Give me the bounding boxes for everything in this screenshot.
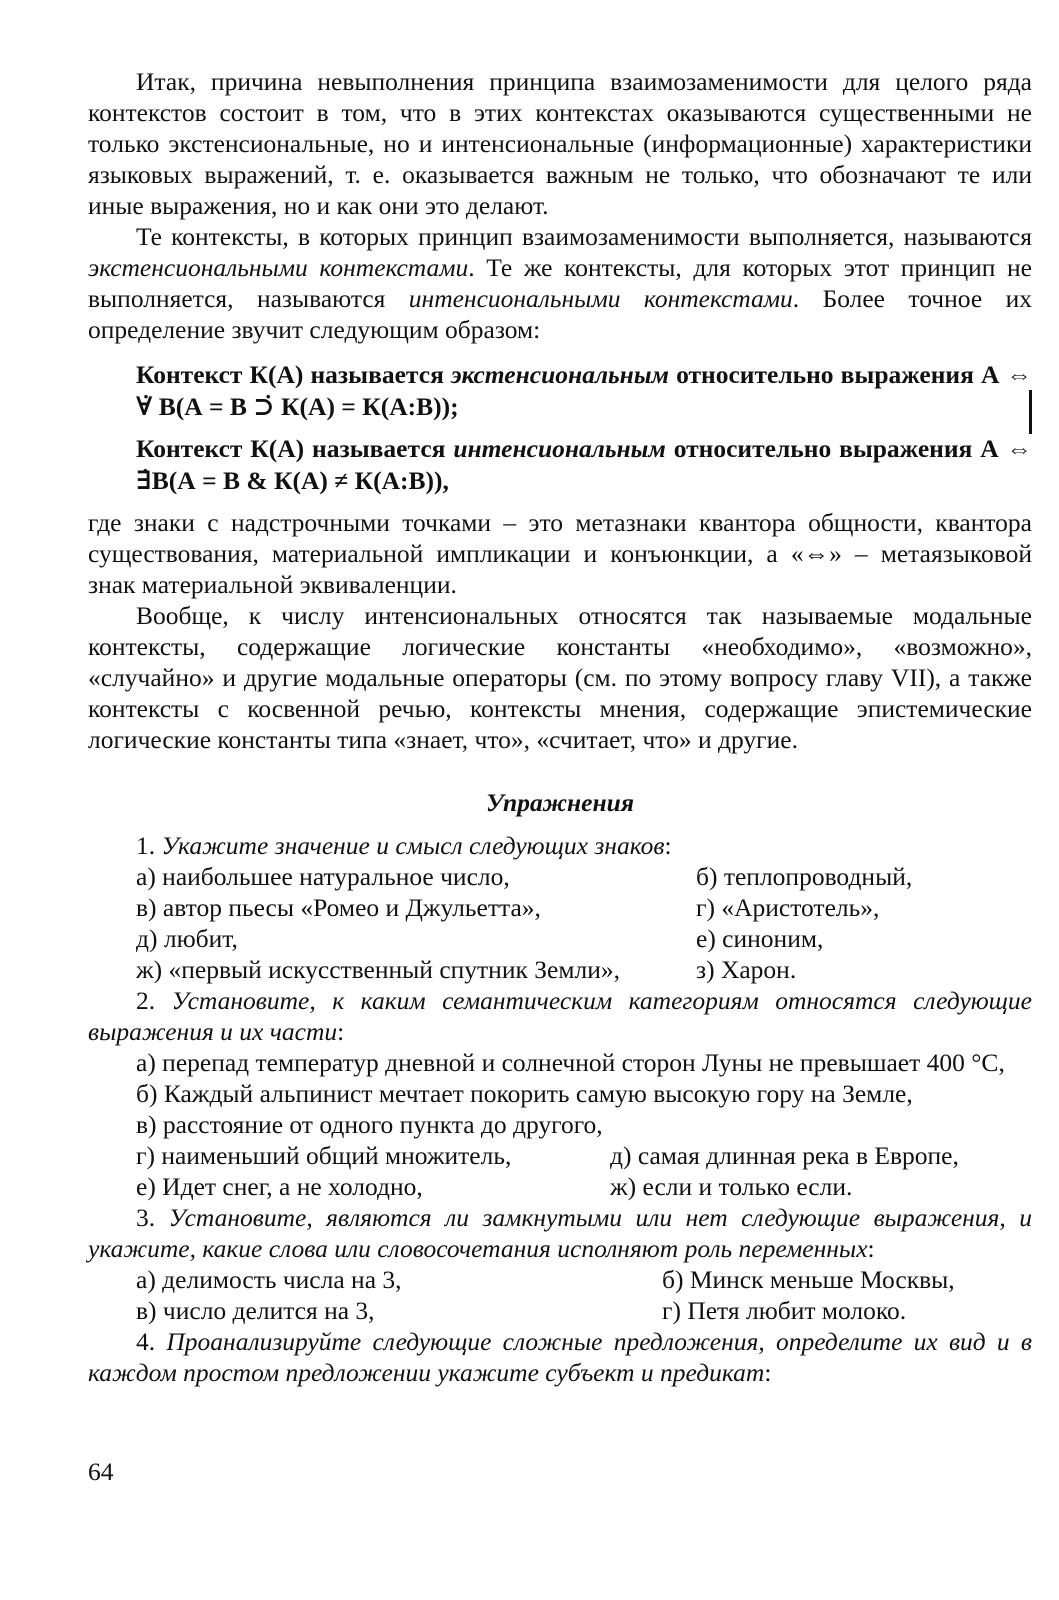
section-heading: Упражнения <box>486 788 634 817</box>
exercise-number: 1. <box>136 831 162 860</box>
exercise-number: 3. <box>136 1203 169 1232</box>
list-item: в) автор пьесы «Ромео и Джульетта», <box>136 893 541 922</box>
paragraph-metasigns: где знаки с надстрочными точками – это метазнаки квантора общности, квантора существования, материальной импликации и конъюнкции, а «⇔» – метаязыковой знак материальной эквиваленции. <box>88 508 1032 599</box>
paragraph-modal-contexts: Вообще, к числу интенсиональных относятся так называемые модальные контексты, содержащие логические константы «необходимо», «возможно», «случайно» и другие модальные операторы (см. по этому вопросу главу VII), а также контексты с косвенной речью, контексты мнения, содержащие эпистемические логические константы типа «знает, что», «считает, что» и другие. <box>88 601 1032 754</box>
exercise-instruction: Установите, к каким семантическим категориям относятся следующие выражения и их части <box>88 986 1032 1046</box>
exercise-instruction: Установите, являются ли замкнутыми или нет следующие выражения, и укажите, какие слова или словосочетания исполняют роль переменных <box>88 1203 1032 1263</box>
list-item: г) наименьший общий множитель, <box>136 1141 512 1170</box>
punctuation: : <box>337 1017 345 1046</box>
list-item: а) делимость числа на 3, <box>136 1265 402 1294</box>
list-item: е) Идет снег, а не холодно, <box>136 1172 423 1201</box>
definition-extensional <box>88 359 1032 423</box>
definition-intensional <box>88 433 1032 497</box>
exercise-2-task <box>88 985 1032 1047</box>
exercise-number: 2. <box>136 986 172 1015</box>
exercise-instruction: Укажите значение и смысл следующих знаков <box>161 831 665 860</box>
list-item: ж) если и только если. <box>610 1172 853 1201</box>
punctuation: : <box>867 1234 875 1263</box>
exercise-2-items <box>88 1140 1032 1202</box>
exercise-1-task <box>88 830 1032 861</box>
page-content <box>88 66 1032 1388</box>
exercise-3-items <box>88 1264 1032 1326</box>
definition-formula: относительно выражения А ⇔ ∀̇ В(А = В ⊃̇ К(А) = К(А:В)); <box>136 360 1032 421</box>
punctuation: : <box>764 1358 772 1387</box>
definition-term: экстенсиональным <box>450 360 669 389</box>
page-number: 64 <box>88 1457 114 1486</box>
list-item: д) самая длинная река в Европе, <box>610 1141 959 1170</box>
exercise-number: 4. <box>136 1327 167 1356</box>
exercise-2-item-a: а) перепад температур дневной и солнечной сторон Луны не превышает 400 °С, <box>136 1048 1005 1077</box>
list-item: б) теплопроводный, <box>696 862 913 891</box>
definition-text: Контекст К(А) называется <box>136 360 451 389</box>
list-item: ж) «первый искусственный спутник Земли», <box>136 955 620 984</box>
list-item: б) Минск меньше Москвы, <box>662 1265 955 1294</box>
term-intensional-contexts: интенсиональными контекстами <box>408 284 793 313</box>
exercise-3-task <box>88 1202 1032 1264</box>
punctuation: : <box>664 831 672 860</box>
exercise-4-task <box>88 1326 1032 1388</box>
text-segment: . Те же контексты, для которых этот принцип не выполняется, называются <box>88 253 1032 313</box>
text-segment: . Более точное их определение звучит следующим образом: <box>88 284 1032 344</box>
term-extensional-contexts: экстенсиональными контекстами <box>88 253 469 282</box>
exercise-2-item-b: б) Каждый альпинист мечтает покорить самую высокую гору на Земле, <box>136 1079 913 1108</box>
definition-text: Контекст К(А) называется <box>136 434 454 463</box>
list-item: г) «Аристотель», <box>696 893 880 922</box>
paragraph-definitions-lead <box>88 221 1032 345</box>
list-item: а) наибольшее натуральное число, <box>136 862 510 891</box>
exercise-1-items <box>88 861 1032 985</box>
definition-formula: относительно выражения А ⇔ ∃̇В(А = В & К(А) ≠ К(А:В)), <box>136 434 1032 495</box>
list-item: в) число делится на 3, <box>136 1296 375 1325</box>
definition-term: интенсиональным <box>453 434 666 463</box>
exercise-2-item-c: в) расстояние от одного пункта до другого, <box>136 1110 603 1139</box>
list-item: з) Харон. <box>696 955 797 984</box>
margin-mark <box>1029 390 1032 434</box>
list-item: д) любит, <box>136 924 238 953</box>
exercise-instruction: Проанализируйте следующие сложные предложения, определите их вид и в каждом простом предложении укажите субъект и предикат <box>88 1327 1033 1387</box>
list-item: г) Петя любит молоко. <box>662 1296 907 1325</box>
list-item: е) синоним, <box>696 924 824 953</box>
text-segment: Те контексты, в которых принцип взаимозаменимости выполняется, называются <box>136 222 1032 251</box>
definitions-block <box>88 359 1032 497</box>
paragraph-intro: Итак, причина невыполнения принципа взаимозаменимости для целого ряда контекстов состоит в том, что в этих контекстах оказываются существенными не только экстенсиональные, но и интенсиональные (информационные) характеристики языковых выражений, т. е. оказывается важным не только, что обозначают те или иные выражения, но и как они это делают. <box>88 67 1032 220</box>
